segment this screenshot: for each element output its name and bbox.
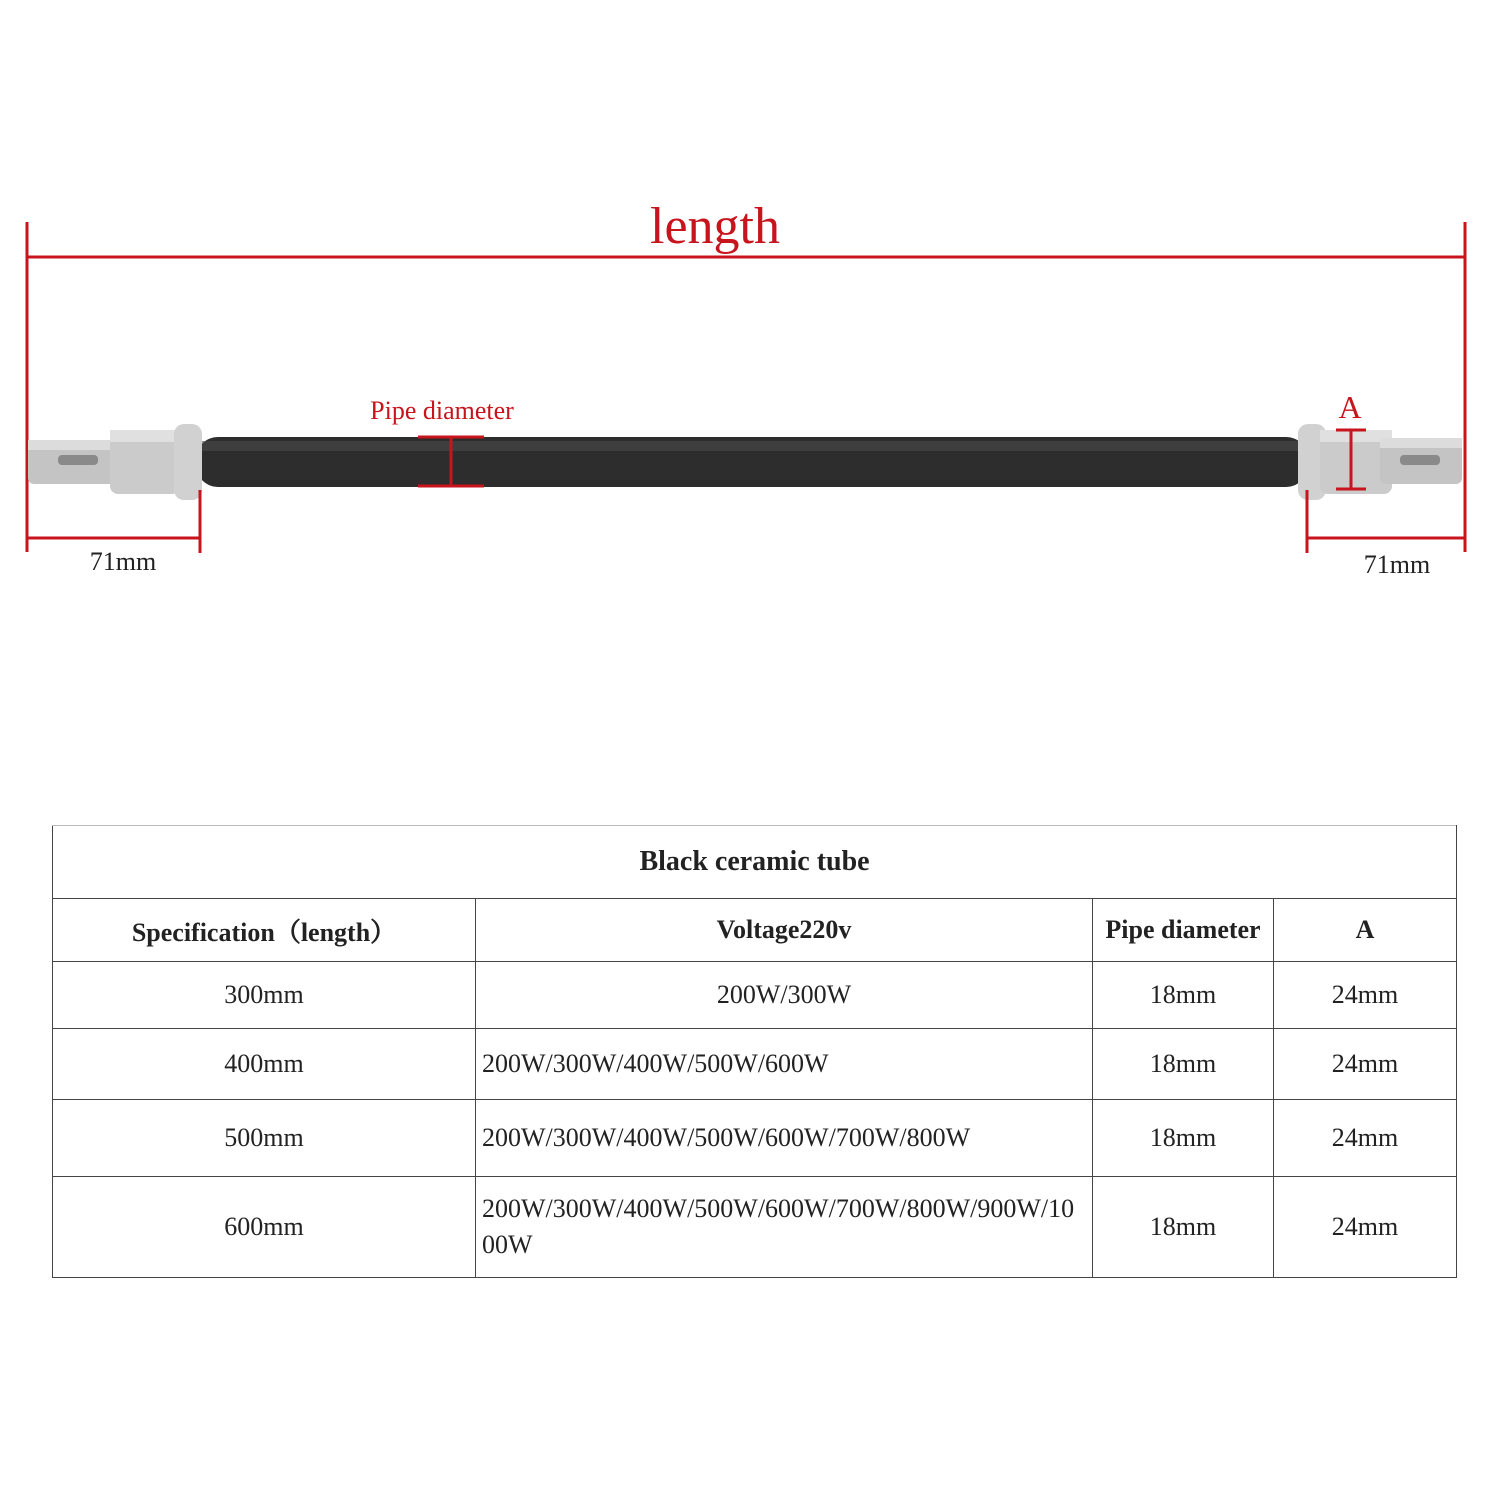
right-end-label: 71mm [1363, 550, 1431, 579]
cell-length: 500mm [53, 1100, 476, 1177]
cell-pipe-diameter: 18mm [1093, 1100, 1274, 1177]
a-label: A [1338, 389, 1362, 425]
cell-a: 24mm [1274, 1177, 1457, 1278]
length-label: length [650, 198, 780, 255]
cell-a: 24mm [1274, 1100, 1457, 1177]
cell-length: 300mm [53, 962, 476, 1029]
cell-a: 24mm [1274, 1029, 1457, 1100]
right-end-dimension [1307, 490, 1465, 553]
cell-pipe-diameter: 18mm [1093, 1029, 1274, 1100]
header-pipe-diameter: Pipe diameter [1093, 899, 1274, 962]
cell-power: 200W/300W/400W/500W/600W/700W/800W/900W/1000W [476, 1177, 1093, 1278]
cell-pipe-diameter: 18mm [1093, 962, 1274, 1029]
left-end-label: 71mm [89, 547, 157, 576]
ceramic-tube [28, 424, 1462, 500]
cell-pipe-diameter: 18mm [1093, 1177, 1274, 1278]
table-row [53, 962, 1457, 1029]
cell-a: 24mm [1274, 962, 1457, 1029]
header-a: A [1274, 899, 1457, 962]
tube-diagram [0, 0, 1500, 700]
table-header-row [53, 899, 1457, 962]
cell-power: 200W/300W [476, 962, 1093, 1029]
cell-power: 200W/300W/400W/500W/600W [476, 1029, 1093, 1100]
cell-length: 600mm [53, 1177, 476, 1278]
spec-table [52, 825, 1457, 1278]
table-row [53, 1029, 1457, 1100]
header-voltage: Voltage220v [476, 899, 1093, 962]
right-end-cap [1298, 424, 1462, 500]
left-end-cap [28, 424, 202, 500]
cell-length: 400mm [53, 1029, 476, 1100]
length-dimension [27, 222, 1465, 552]
left-end-dimension [27, 490, 200, 553]
pipe-diameter-label: Pipe diameter [370, 396, 514, 425]
cell-power: 200W/300W/400W/500W/600W/700W/800W [476, 1100, 1093, 1177]
header-specification: Specification（length） [53, 899, 476, 962]
table-row [53, 1177, 1457, 1278]
table-row [53, 1100, 1457, 1177]
table-title: Black ceramic tube [53, 826, 1457, 899]
